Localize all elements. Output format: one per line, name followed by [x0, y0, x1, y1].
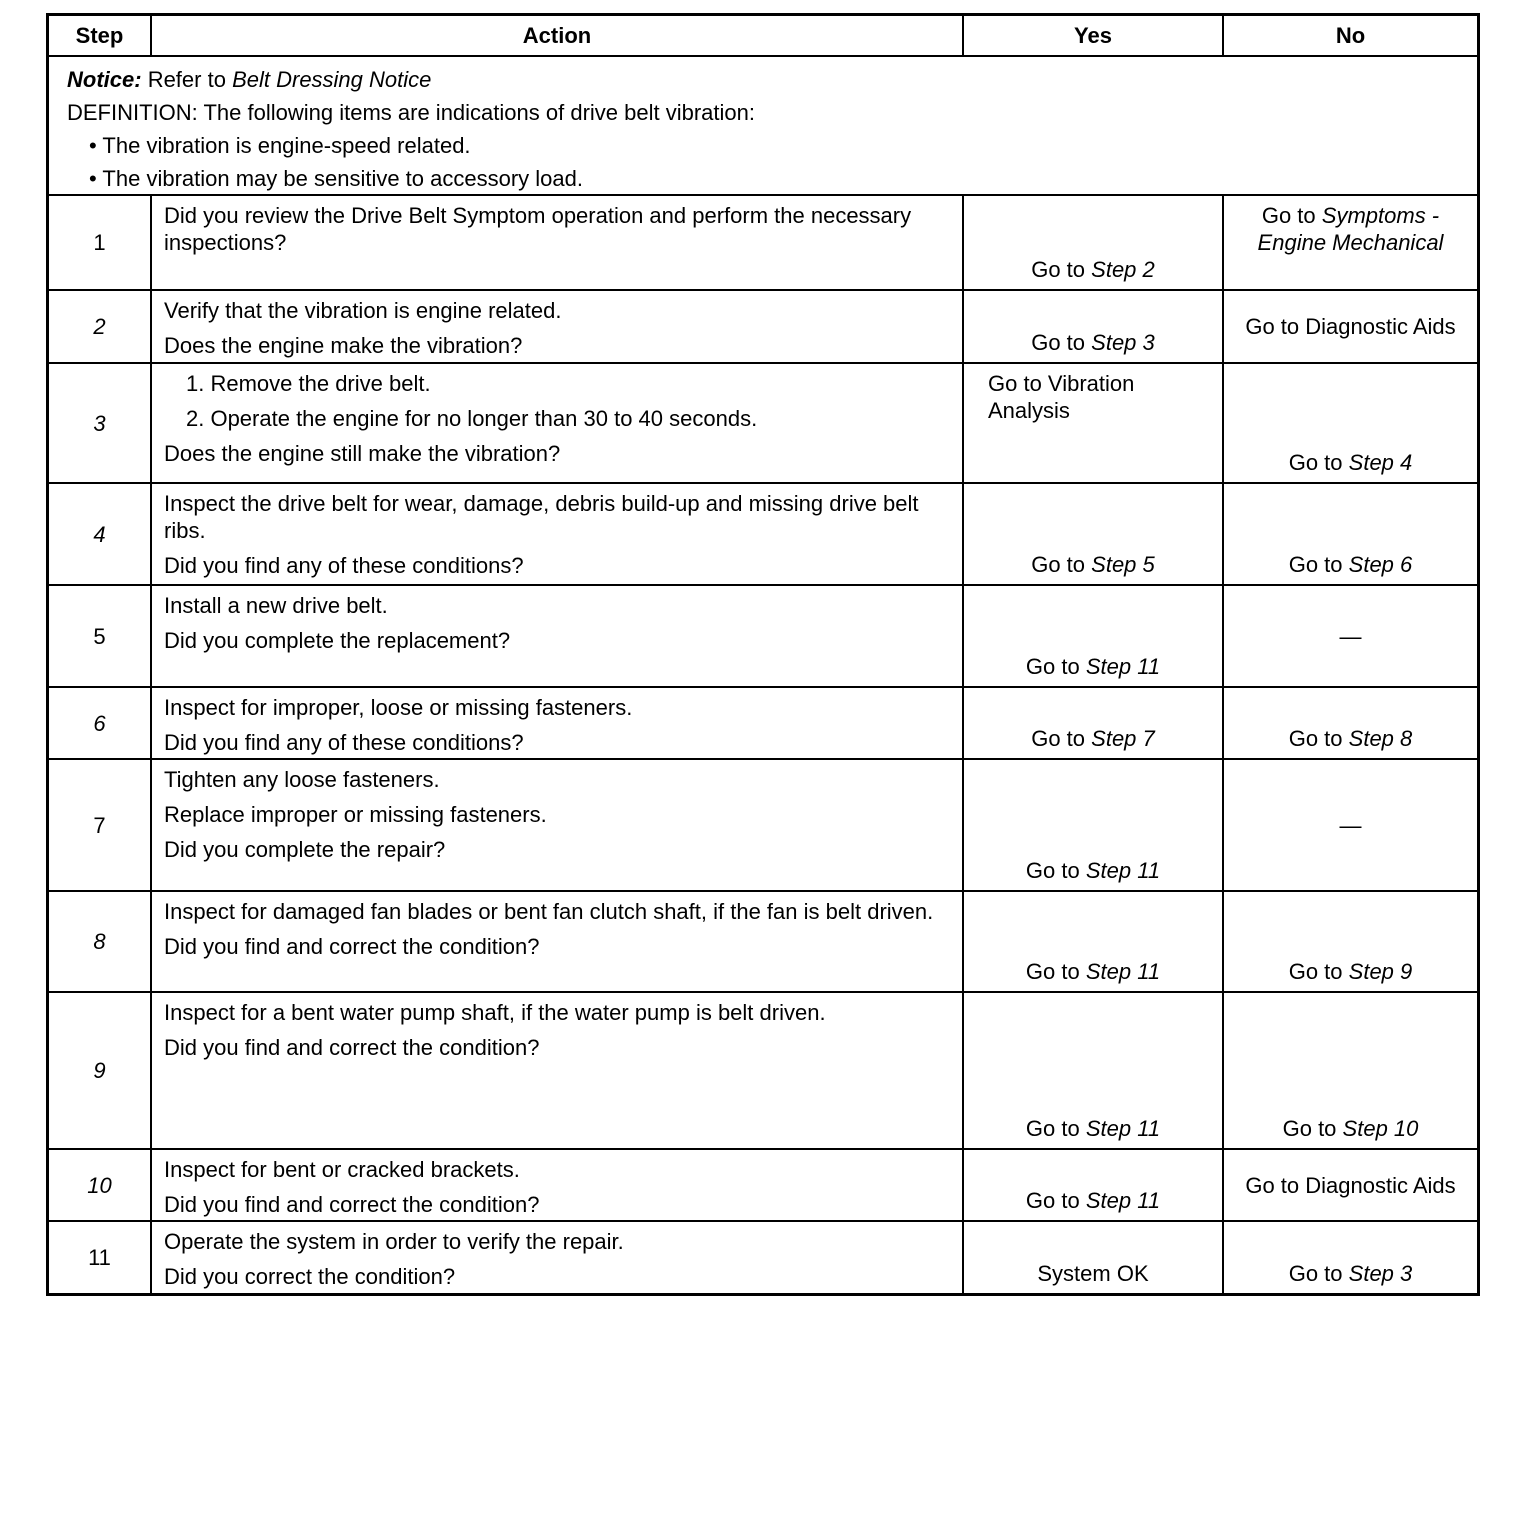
rows.5.no-outcome[interactable]: [1289, 725, 1413, 752]
rows.4.yes-text: Go to: [1025, 654, 1080, 679]
rows.1.no-text: Go to Diagnostic Aids: [1245, 314, 1456, 339]
rows.7.yes-outcome[interactable]: [1026, 958, 1160, 985]
action-text: Did you find and correct the condition?: [164, 1192, 540, 1217]
action-text: 1. Remove the drive belt.: [186, 371, 431, 396]
rows.6.yes-step-link[interactable]: Step 11: [1085, 858, 1161, 883]
no-cell: [1222, 993, 1477, 1148]
bullet: The vibration may be sensitive to accessory load.: [102, 166, 583, 191]
rows.7.no-outcome[interactable]: [1289, 958, 1413, 985]
action-cell: [150, 1150, 962, 1220]
step-number: 6: [93, 710, 106, 736]
rows.7.no-step-link[interactable]: Step 9: [1348, 959, 1413, 984]
rows.8.yes-text: Go to: [1025, 1116, 1080, 1141]
rows.2.no-step-link[interactable]: Step 4: [1348, 450, 1413, 475]
rows.5.yes-text: Go to: [1031, 726, 1086, 751]
rows.0.no-outcome[interactable]: [1234, 202, 1467, 256]
notice-label: Notice:: [67, 67, 142, 92]
rows.1.yes-step-link[interactable]: Step 3: [1091, 330, 1155, 355]
rows.10.no-outcome[interactable]: [1289, 1260, 1413, 1287]
action-cell: [150, 993, 962, 1148]
rows.3.yes-step-link[interactable]: Step 5: [1091, 552, 1155, 577]
yes-cell: [962, 364, 1222, 482]
rows.8.no-outcome[interactable]: [1283, 1115, 1419, 1142]
action-text: Inspect the drive belt for wear, damage, debris build-up and missing drive belt ribs.: [164, 491, 919, 543]
header-action: Action: [150, 16, 962, 55]
table-row-step-1: [49, 194, 1477, 289]
action-text: Did you complete the repair?: [164, 837, 446, 862]
rows.9.yes-step-link[interactable]: Step 11: [1085, 1188, 1161, 1213]
rows.2.yes-outcome[interactable]: [988, 370, 1208, 424]
rows.9.yes-outcome[interactable]: [1026, 1187, 1160, 1214]
bullet: The vibration is engine-speed related.: [102, 133, 471, 158]
rows.2.no-outcome[interactable]: [1289, 449, 1413, 476]
action-cell: [150, 196, 962, 289]
rows.8.yes-step-link[interactable]: Step 11: [1085, 1116, 1161, 1141]
yes-cell: [962, 688, 1222, 758]
rows.7.yes-step-link[interactable]: Step 11: [1085, 959, 1161, 984]
rows.3.no-outcome[interactable]: [1289, 551, 1413, 578]
rows.6.no-outcome[interactable]: [1340, 812, 1362, 839]
action-text: Inspect for damaged fan blades or bent fan clutch shaft, if the fan is belt driven.: [164, 899, 934, 924]
yes-cell: [962, 484, 1222, 584]
yes-cell: [962, 1150, 1222, 1220]
notice-text: Refer to: [147, 67, 226, 92]
definition: DEFINITION: The following items are indications of drive belt vibration:: [67, 100, 755, 125]
action-text: Operate the system in order to verify the repair.: [164, 1229, 624, 1254]
header-no: No: [1222, 16, 1477, 55]
no-cell: [1222, 291, 1477, 362]
header-row: [49, 16, 1477, 55]
action-text: Tighten any loose fasteners.: [164, 767, 440, 792]
notice-block: Notice: Refer to Belt Dressing Notice DEFINITION: The following items are indications of drive belt vibration: • The vibration is engine-speed related. • The vibration may be sensitive to accessory load.: [67, 67, 755, 191]
table-row-step-9: [49, 991, 1477, 1148]
yes-cell: [962, 892, 1222, 991]
step-number: 8: [93, 929, 106, 954]
action-text: Did you find and correct the condition?: [164, 934, 540, 959]
rows.1.no-outcome[interactable]: [1245, 313, 1455, 340]
rows.2.yes-text: Go to Vibration Analysis: [988, 371, 1135, 423]
no-cell: [1222, 1150, 1477, 1220]
rows.10.no-step-link[interactable]: Step 3: [1348, 1261, 1413, 1286]
yes-cell: [962, 993, 1222, 1148]
action-text: Inspect for bent or cracked brackets.: [164, 1157, 520, 1182]
rows.9.yes-text: Go to: [1025, 1188, 1080, 1213]
notice-row: [49, 55, 1477, 194]
action-text: Inspect for improper, loose or missing fasteners.: [164, 695, 633, 720]
action-text: Install a new drive belt.: [164, 593, 388, 618]
no-cell: [1222, 1222, 1477, 1293]
action-text: Does the engine still make the vibration?: [164, 441, 561, 466]
rows.6.yes-outcome[interactable]: [1026, 857, 1160, 884]
action-text: Did you find any of these conditions?: [164, 730, 524, 755]
rows.5.no-text: Go to: [1288, 726, 1343, 751]
action-text: Did you find and correct the condition?: [164, 1035, 540, 1060]
table-row-step-3: [49, 362, 1477, 482]
step-number: 7: [93, 812, 106, 838]
diagnostic-table: [46, 13, 1480, 1296]
action-text: Did you complete the replacement?: [164, 628, 511, 653]
yes-cell: [962, 760, 1222, 890]
rows.8.no-step-link[interactable]: Step 10: [1342, 1116, 1419, 1141]
rows.8.yes-outcome[interactable]: [1026, 1115, 1160, 1142]
rows.3.no-step-link[interactable]: Step 6: [1348, 552, 1413, 577]
action-text: Verify that the vibration is engine related.: [164, 298, 562, 323]
rows.5.yes-step-link[interactable]: Step 7: [1091, 726, 1155, 751]
rows.9.no-outcome[interactable]: [1245, 1172, 1455, 1199]
no-cell: [1222, 586, 1477, 686]
no-cell: [1222, 760, 1477, 890]
action-text: Did you correct the condition?: [164, 1264, 456, 1289]
table-row-step-8: [49, 890, 1477, 991]
step-number: 2: [93, 314, 106, 339]
no-cell: [1222, 364, 1477, 482]
table-row-step-2: [49, 289, 1477, 362]
table-row-step-7: [49, 758, 1477, 890]
rows.3.no-text: Go to: [1288, 552, 1343, 577]
rows.10.yes-text: System OK: [1037, 1261, 1149, 1286]
rows.1.yes-outcome[interactable]: [1031, 329, 1155, 356]
step-number: 3: [93, 410, 106, 436]
rows.3.yes-outcome[interactable]: [1031, 551, 1155, 578]
rows.8.no-text: Go to: [1282, 1116, 1337, 1141]
action-cell: [150, 586, 962, 686]
step-number: 1: [93, 230, 106, 255]
rows.0.no-step-link[interactable]: Symptoms - Engine Mechanical: [1257, 203, 1444, 255]
step-number: 5: [93, 623, 106, 649]
table-row-step-6: [49, 686, 1477, 758]
rows.0.yes-text: Go to: [1031, 257, 1086, 282]
rows.0.yes-outcome[interactable]: [1031, 256, 1155, 283]
action-text: Replace improper or missing fasteners.: [164, 802, 547, 827]
notice-ref[interactable]: Belt Dressing Notice: [232, 67, 432, 92]
action-text: Did you review the Drive Belt Symptom operation and perform the necessary inspections?: [164, 203, 912, 255]
table-row-step-10: [49, 1148, 1477, 1220]
rows.1.yes-text: Go to: [1031, 330, 1086, 355]
table-row-step-4: [49, 482, 1477, 584]
rows.4.no-text: —: [1339, 623, 1362, 649]
yes-cell: [962, 196, 1222, 289]
action-cell: [150, 688, 962, 758]
action-cell: [150, 484, 962, 584]
yes-cell: [962, 1222, 1222, 1293]
action-cell: [150, 1222, 962, 1293]
step-number: 10: [87, 1172, 112, 1198]
step-number: 9: [93, 1058, 106, 1083]
rows.4.yes-step-link[interactable]: Step 11: [1085, 654, 1161, 679]
step-number: 4: [93, 521, 106, 547]
rows.3.yes-text: Go to: [1031, 552, 1086, 577]
action-cell: [150, 291, 962, 362]
rows.9.no-text: Go to Diagnostic Aids: [1245, 1172, 1456, 1198]
rows.4.yes-outcome[interactable]: [1026, 653, 1160, 680]
header-step: Step: [75, 23, 124, 48]
action-text: Did you find any of these conditions?: [164, 553, 524, 578]
table-row-step-11: [49, 1220, 1477, 1293]
action-text: Does the engine make the vibration?: [164, 333, 523, 358]
rows.10.yes-outcome[interactable]: [1037, 1260, 1148, 1287]
rows.7.no-text: Go to: [1288, 959, 1343, 984]
table-row-step-5: [49, 584, 1477, 686]
rows.5.yes-outcome[interactable]: [1031, 725, 1155, 752]
no-cell: [1222, 688, 1477, 758]
action-cell: [150, 892, 962, 991]
action-cell: [150, 760, 962, 890]
action-text: 2. Operate the engine for no longer than 30 to 40 seconds.: [186, 406, 758, 431]
rows.10.no-text: Go to: [1288, 1261, 1343, 1286]
rows.2.no-text: Go to: [1288, 450, 1343, 475]
rows.5.no-step-link[interactable]: Step 8: [1348, 726, 1413, 751]
no-cell: [1222, 892, 1477, 991]
rows.0.no-text: Go to: [1261, 203, 1316, 228]
rows.0.yes-step-link[interactable]: Step 2: [1091, 257, 1155, 282]
yes-cell: [962, 586, 1222, 686]
no-cell: [1222, 484, 1477, 584]
yes-cell: [962, 291, 1222, 362]
action-cell: [150, 364, 962, 482]
header-yes: Yes: [962, 16, 1222, 55]
no-cell: [1222, 196, 1477, 289]
step-number: 11: [88, 1245, 111, 1270]
rows.4.no-outcome[interactable]: [1340, 623, 1362, 650]
rows.6.yes-text: Go to: [1025, 858, 1080, 883]
rows.7.yes-text: Go to: [1025, 959, 1080, 984]
rows.6.no-text: —: [1339, 812, 1362, 838]
action-text: Inspect for a bent water pump shaft, if the water pump is belt driven.: [164, 1000, 826, 1025]
